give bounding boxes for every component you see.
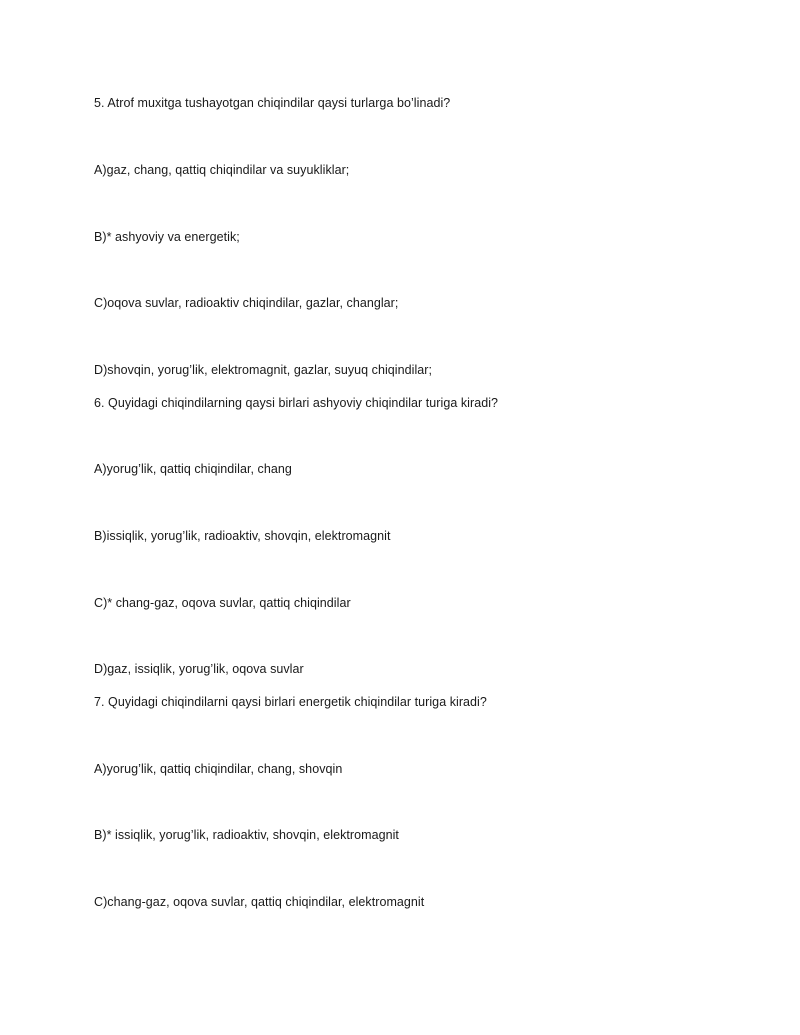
question-5: 5. Atrof muxitga tushayotgan chiqindilar qaysi turlarga bo’linadi? — [94, 96, 451, 110]
question-5-option-d: D)shovqin, yorug’lik, elektromagnit, gazlar, suyuq chiqindilar; — [94, 363, 433, 377]
question-5-option-b: B)* ashyoviy va energetik; — [94, 230, 240, 244]
question-7-option-b: B)* issiqlik, yorug’lik, radioaktiv, shovqin, elektromagnit — [94, 828, 399, 842]
question-6: 6. Quyidagi chiqindilarning qaysi birlari ashyoviy chiqindilar turiga kiradi? — [94, 396, 499, 410]
question-7-option-c: C)chang-gaz, oqova suvlar, qattiq chiqindilar, elektromagnit — [94, 895, 425, 909]
question-6-option-b: B)issiqlik, yorug’lik, radioaktiv, shovqin, elektromagnit — [94, 529, 391, 543]
question-5-option-c: C)oqova suvlar, radioaktiv chiqindilar, gazlar, changlar; — [94, 296, 399, 310]
question-5-option-a: A)gaz, chang, qattiq chiqindilar va suyukliklar; — [94, 163, 350, 177]
question-6-option-d: D)gaz, issiqlik, yorug’lik, oqova suvlar — [94, 662, 304, 676]
question-6-option-c: C)* chang-gaz, oqova suvlar, qattiq chiqindilar — [94, 596, 351, 610]
question-7-option-a: A)yorug’lik, qattiq chiqindilar, chang, shovqin — [94, 762, 343, 776]
question-7: 7. Quyidagi chiqindilarni qaysi birlari energetik chiqindilar turiga kiradi? — [94, 695, 487, 709]
question-6-option-a: A)yorug’lik, qattiq chiqindilar, chang — [94, 462, 292, 476]
